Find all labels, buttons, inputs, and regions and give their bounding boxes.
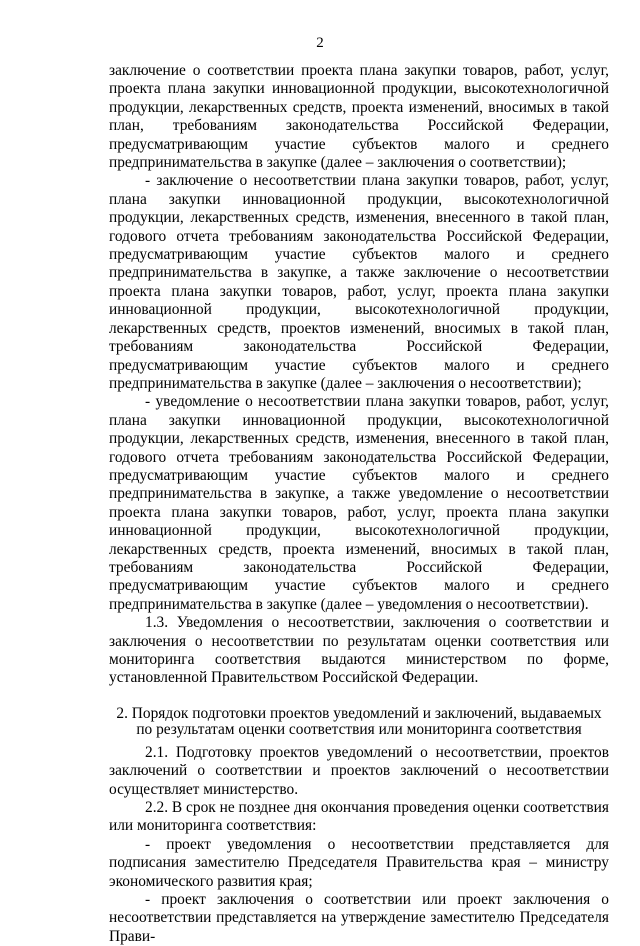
page-number: 2	[316, 35, 324, 51]
paragraph: - проект заключения о соответствии или проект заключения о несоответствии представляется на утверждение заместителю Председателя Прави-	[109, 891, 609, 945]
paragraph: 2.2. В срок не позднее дня окончания проведения оценки соответствия или мониторинга соответствия:	[109, 799, 609, 835]
paragraph: - проект уведомления о несоответствии представляется для подписания заместителю Председателя Правительства края – министру экономического развития края;	[109, 835, 609, 890]
paragraph: 2.1. Подготовку проектов уведомлений о несоответствии, проектов заключений о соответствии и проектов заключений о несоответствии осуществляет министерство.	[109, 743, 609, 798]
paragraph: - заключение о несоответствии плана закупки товаров, работ, услуг, плана закупки инновационной продукции, высокотехнологичной продукции, лекарственных средств, изменения, внесенного в такой план, годового отчета требованиям законодательства Российской Федерации, предусматривающим участие субъектов малого и среднего предпринимательства в закупке, а также заключение о несоответствии проекта плана закупки товаров, работ, услуг, проекта плана закупки инновационной продукции, высокотехнологичной продукции, лекарственных средств, проектов изменений, вносимых в такой план, требованиям законодательства Российской Федерации, предусматривающим участие субъектов малого и среднего предпринимательства в закупке (далее – заключения о несоответствии);	[109, 172, 609, 392]
document-body	[109, 62, 609, 946]
paragraph: - уведомление о несоответствии плана закупки товаров, работ, услуг, плана закупки инновационной продукции, высокотехнологичной продукции, лекарственных средств, изменения, внесенного в такой план, годового отчета требованиям законодательства Российской Федерации, предусматривающим участие субъектов малого и среднего предпринимательства в закупке, а также уведомление о несоответствии проекта плана закупки товаров, работ, услуг, проекта плана закупки инновационной продукции, высокотехнологичной продукции, лекарственных средств, проекта изменений, вносимых в такой план, требованиям законодательства Российской Федерации, предусматривающим участие субъектов малого и среднего предпринимательства в закупке (далее – уведомления о несоответствии).	[109, 393, 609, 613]
paragraph: 1.3. Уведомления о несоответствии, заключения о соответствии и заключения о несоответствии по результатам оценки соответствия или мониторинга соответствия выдаются министерством по форме, установленной Правительством Российской Федерации.	[109, 614, 609, 687]
section-heading: 2. Порядок подготовки проектов уведомлений и заключений, выдаваемых по результатам оценки соответствия или мониторинга соответствия	[116, 704, 602, 738]
paragraph: заключение о соответствии проекта плана закупки товаров, работ, услуг, проекта плана закупки инновационной продукции, высокотехнологичной продукции, лекарственных средств, проекта изменений, вносимых в такой план, требованиям законодательства Российской Федерации, предусматривающим участие субъектов малого и среднего предпринимательства в закупке (далее – заключения о соответствии);	[109, 62, 609, 172]
